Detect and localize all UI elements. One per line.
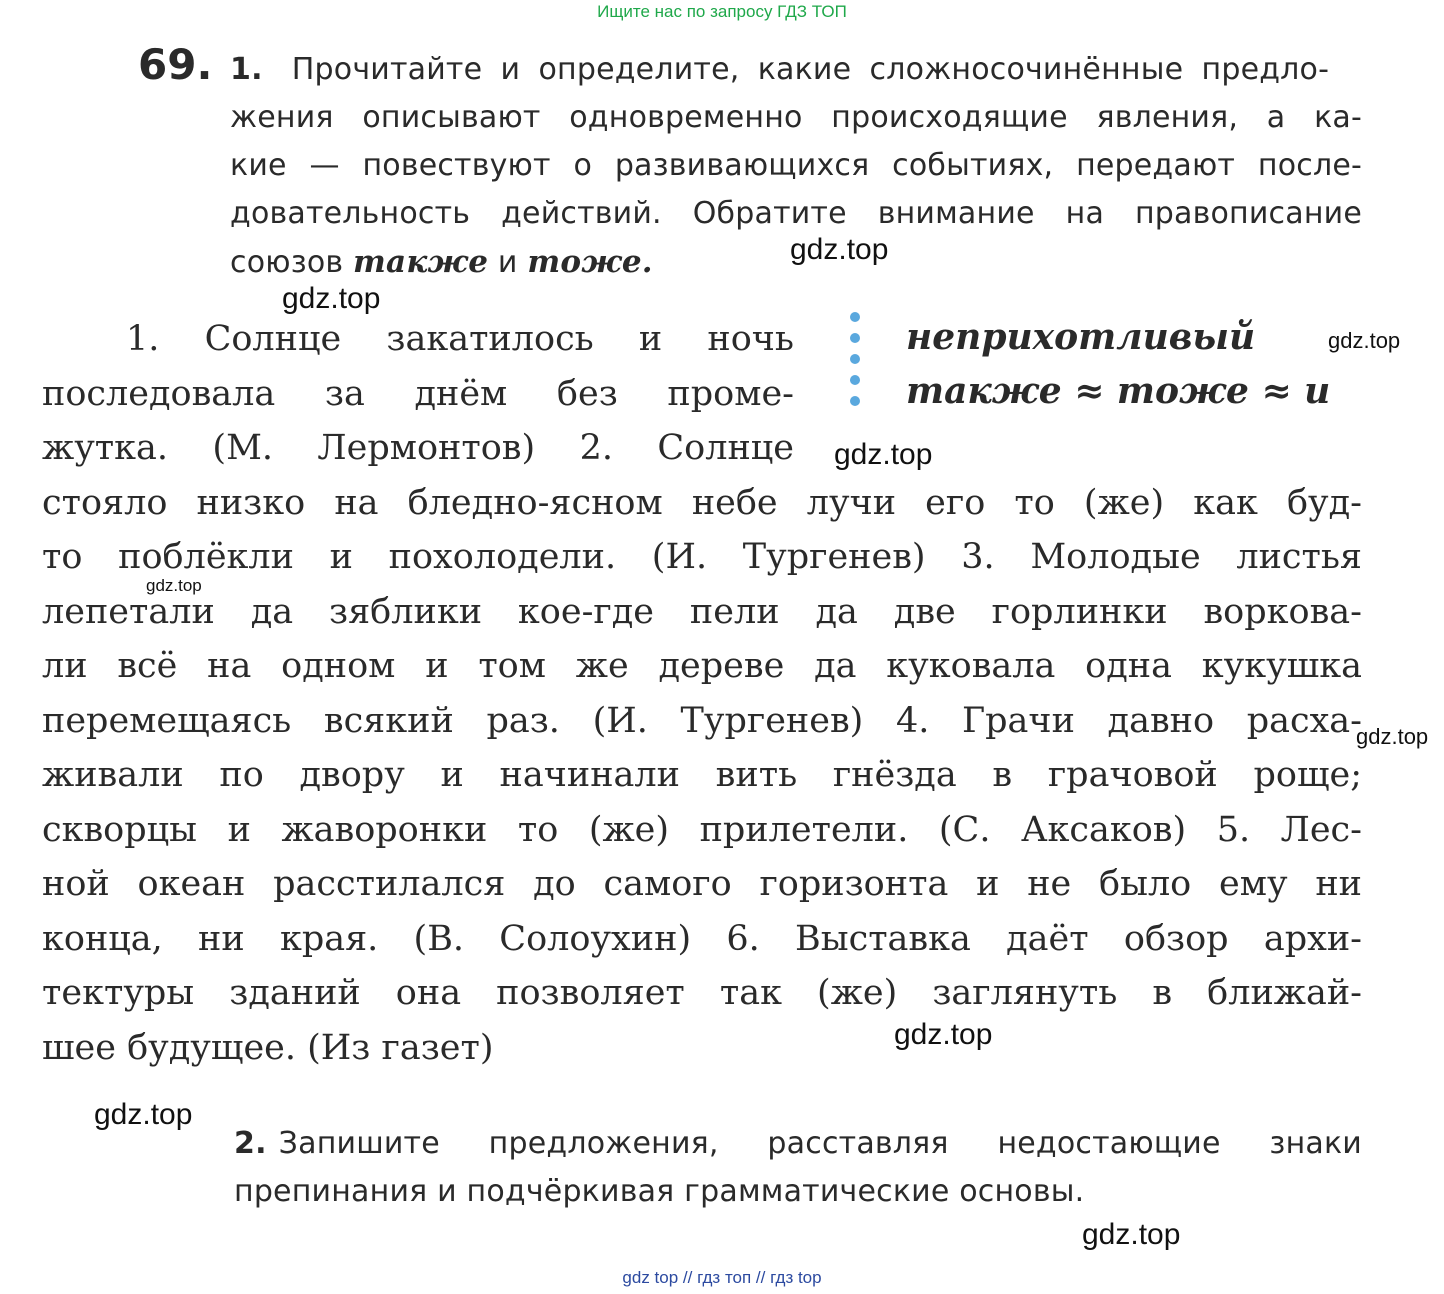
task-part-1-number: 1. xyxy=(230,52,263,87)
body-line: живали по двору и начинали вить гнёзда в грачовой роще; xyxy=(42,755,1362,796)
body-line: скворцы и жаворонки то (же) прилетели. (С. Аксаков) 5. Лес- xyxy=(42,809,1362,850)
task-line-text: союзов xyxy=(230,245,344,280)
watermark: gdz.top xyxy=(146,576,202,595)
task-line-text: довательность действий. Обратите внимание на правописание xyxy=(230,196,1362,231)
body-line: жутка. (М. Лермонтов) 2. Солнце xyxy=(42,428,794,469)
task-line-text: Прочитайте и определите, какие сложносочинённые предло- xyxy=(291,52,1330,87)
side-rule: также ≈ тоже ≈ и xyxy=(906,370,1331,412)
body-line: последовала за днём без проме- xyxy=(42,373,794,414)
watermark: gdz.top xyxy=(1328,328,1401,353)
body-line: то поблёкли и похолодели. (И. Тургенев) 3. Молодые листья xyxy=(42,537,1362,578)
task-part-2-number: 2. xyxy=(234,1126,267,1161)
body-line: лепетали да зяблики кое-где пели да две горлинки воркова- xyxy=(42,591,1362,632)
task-line-text: Запишите предложения, расставляя недостающие знаки xyxy=(278,1126,1362,1161)
footer-links: gdz top // гдз топ // гдз top xyxy=(622,1268,822,1287)
task-line-text: препинания и подчёркивая грамматические основы. xyxy=(234,1174,1085,1209)
watermark: gdz.top xyxy=(282,282,381,315)
body-line: тектуры зданий она позволяет так (же) заглянуть в ближай- xyxy=(42,973,1362,1014)
watermark: gdz.top xyxy=(790,233,889,266)
body-line: перемещаясь всякий раз. (И. Тургенев) 4. Грачи давно расха- xyxy=(42,700,1362,741)
task-part-2-line-2 xyxy=(234,1168,1366,1217)
body-line: 1. Солнце закатилось и ночь xyxy=(126,319,794,360)
watermark: gdz.top xyxy=(1082,1218,1181,1251)
watermark: gdz.top xyxy=(834,438,933,471)
watermark: gdz.top xyxy=(894,1018,993,1051)
watermark: gdz.top xyxy=(94,1098,193,1131)
body-line: стояло низко на бледно-ясном небе лучи его то (же) как буд- xyxy=(42,482,1362,523)
word-i: и xyxy=(497,245,518,280)
body-line: ли всё на одном и том же дереве да куковала одна кукушка xyxy=(42,646,1362,687)
exercise-body xyxy=(42,312,1362,1075)
task-line-text: жения описывают одновременно происходящие явления, а ка- xyxy=(230,100,1362,135)
word-takzhe: также xyxy=(353,244,489,280)
body-line: конца, ни края. (В. Солоухин) 6. Выставка даёт обзор архи- xyxy=(42,918,1362,959)
word-tozhe: тоже. xyxy=(527,244,653,280)
watermark: gdz.top xyxy=(1356,724,1429,749)
task-line-1 xyxy=(230,46,1329,95)
body-line: шее будущее. (Из газет) xyxy=(42,1027,494,1068)
task-part-2-line-1 xyxy=(234,1120,1362,1169)
side-word: неприхотливый xyxy=(906,316,1256,358)
task-line-text: кие — повествуют о развивающихся событиях, передают после- xyxy=(230,148,1362,183)
body-line: ной океан расстилался до самого горизонта и не было ему ни xyxy=(42,864,1362,905)
top-banner: Ищите нас по запросу ГДЗ ТОП xyxy=(597,2,847,21)
task-number: 69. xyxy=(138,40,213,89)
